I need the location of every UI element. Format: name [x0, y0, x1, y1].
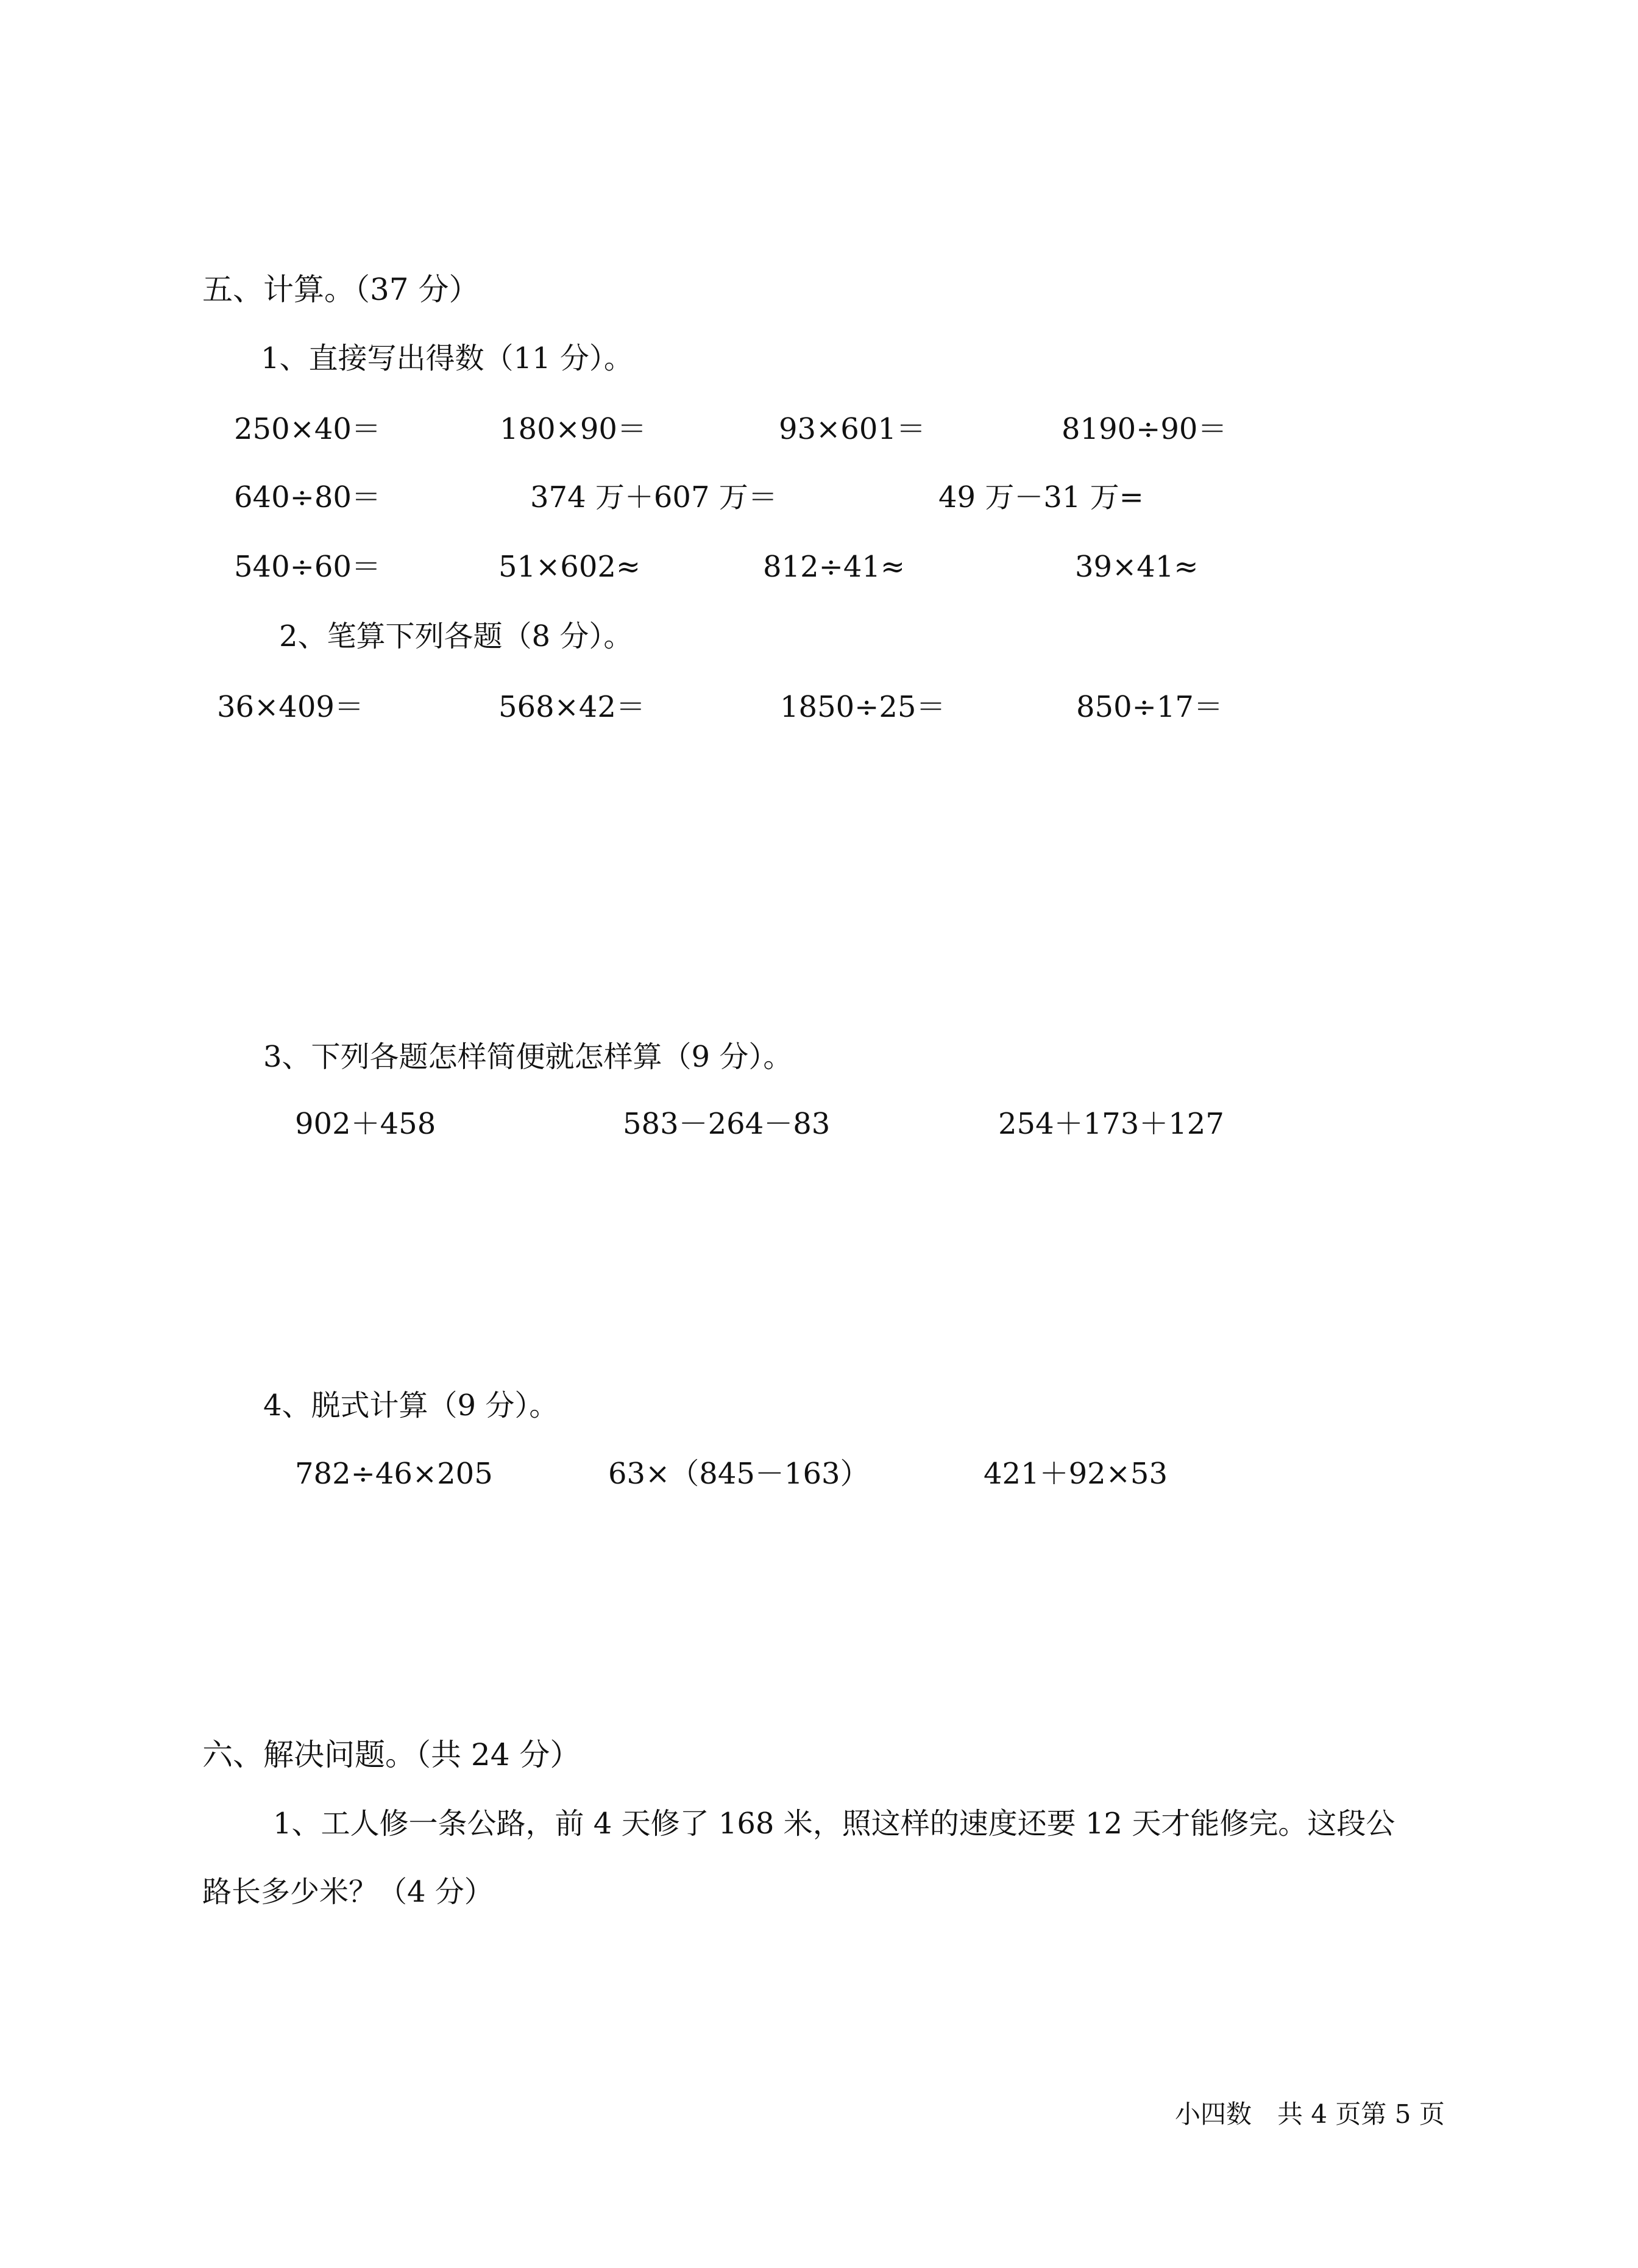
q3-item3: 254＋173＋127 — [998, 1107, 1224, 1141]
q1-row1-item2: 180×90＝ — [500, 412, 647, 446]
q1-row3-item4: 39×41≈ — [1075, 550, 1199, 584]
q1-row1-item1: 250×40＝ — [234, 412, 381, 446]
q1-row1-item4: 8190÷90＝ — [1062, 412, 1227, 446]
q1-row1-item3: 93×601＝ — [779, 412, 926, 446]
q2-item4: 850÷17＝ — [1076, 690, 1223, 724]
q1-row2-item3: 49 万－31 万= — [938, 480, 1144, 514]
q1-row2-item1: 640÷80＝ — [234, 480, 381, 514]
s6-q1-line2: 路长多少米？（4 分） — [202, 1875, 494, 1909]
q1-row2-item2: 374 万＋607 万＝ — [530, 480, 778, 514]
q3-item1: 902＋458 — [295, 1107, 436, 1141]
q1-row3-item1: 540÷60＝ — [234, 550, 381, 584]
section-5-heading: 五、计算。（37 分） — [202, 272, 480, 307]
q4-item3: 421＋92×53 — [984, 1457, 1168, 1491]
q2-title: 2、笔算下列各题（8 分）。 — [279, 619, 633, 653]
section-6-heading: 六、解决问题。（共 24 分） — [202, 1737, 581, 1772]
q2-item1: 36×409＝ — [217, 690, 364, 724]
q1-row3-item2: 51×602≈ — [498, 550, 641, 584]
q3-title: 3、下列各题怎样简便就怎样算（9 分）。 — [263, 1040, 793, 1074]
q4-item1: 782÷46×205 — [295, 1457, 493, 1491]
s6-q1-line1: 1、工人修一条公路，前 4 天修了 168 米，照这样的速度还要 12 天才能修完。这段公 — [273, 1807, 1395, 1841]
q4-title: 4、脱式计算（9 分）。 — [263, 1388, 559, 1423]
q1-title: 1、直接写出得数（11 分）。 — [261, 341, 633, 375]
q2-item3: 1850÷25＝ — [780, 690, 946, 724]
q3-item2: 583－264－83 — [623, 1107, 831, 1141]
q1-row3-item3: 812÷41≈ — [763, 550, 906, 584]
q4-item2: 63×（845－163） — [608, 1457, 870, 1491]
page-footer: 小四数 共 4 页第 5 页 — [1175, 2099, 1445, 2129]
q2-item2: 568×42＝ — [498, 690, 645, 724]
